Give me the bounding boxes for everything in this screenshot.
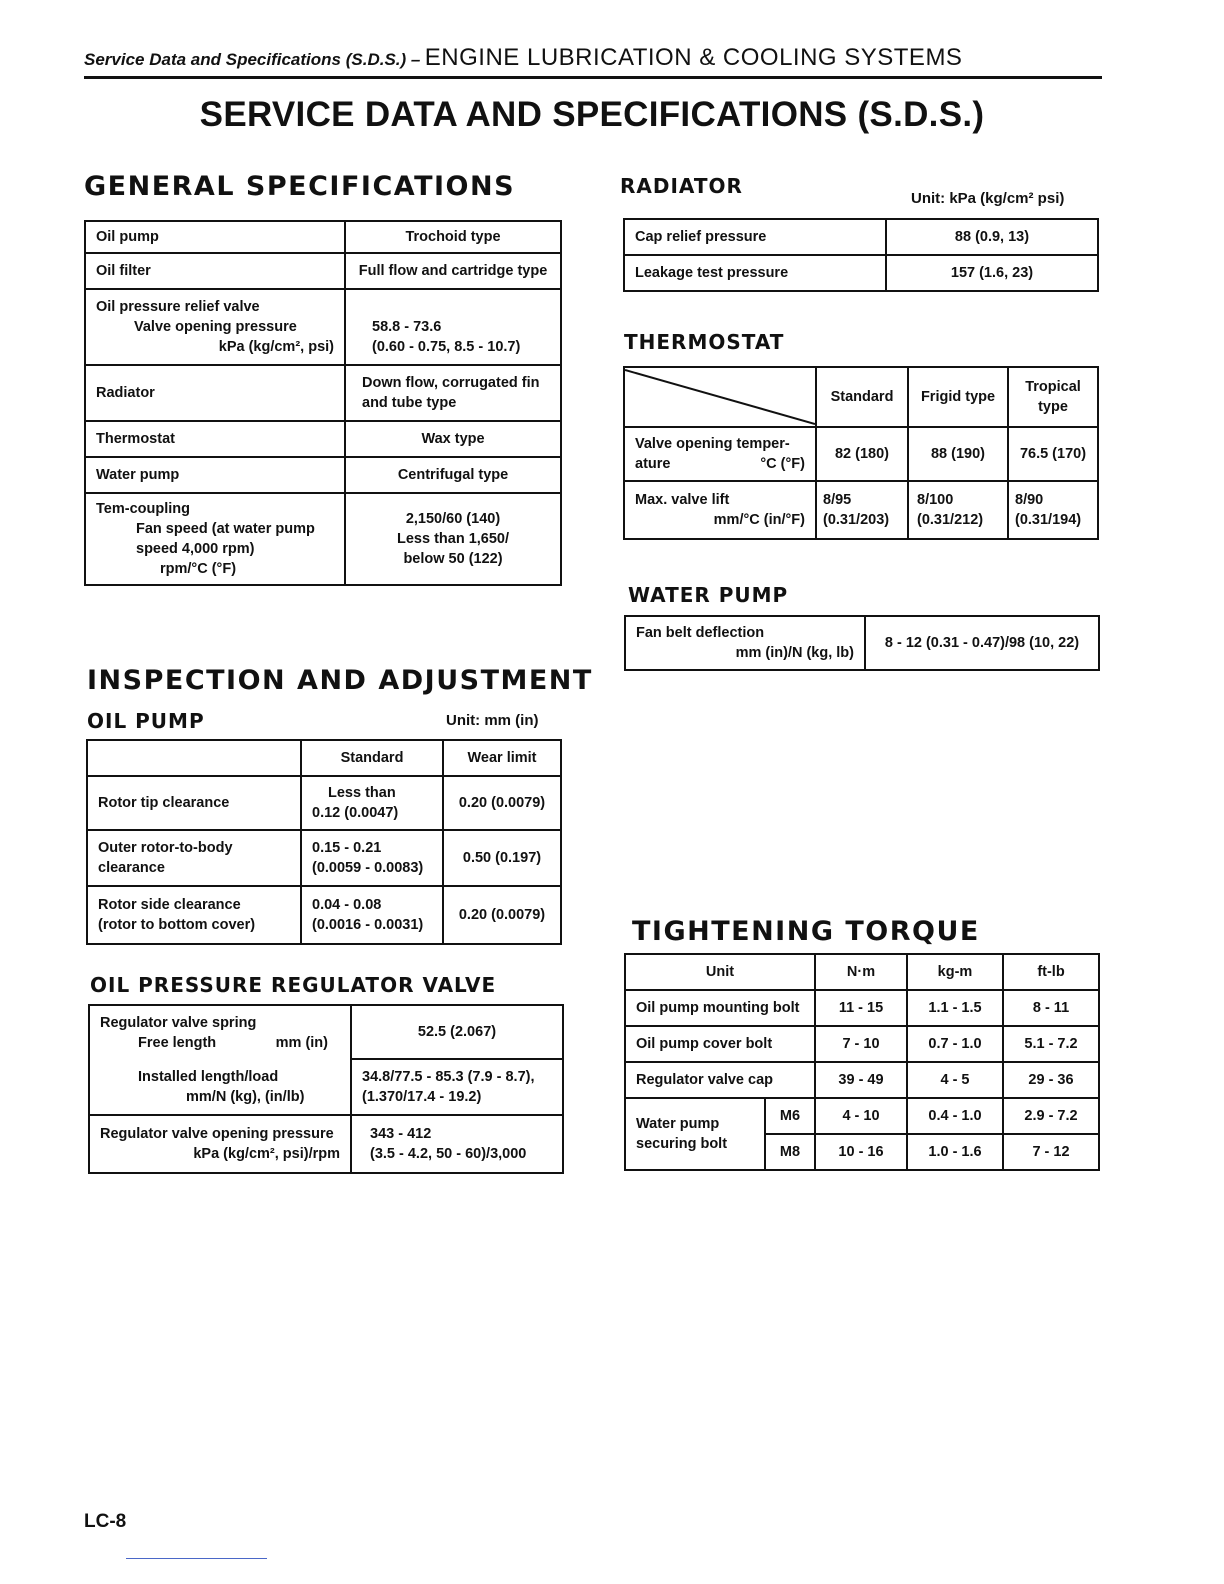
- general-specifications-heading: GENERAL SPECIFICATIONS: [84, 171, 516, 202]
- diagonal-line: [625, 368, 815, 426]
- table-row: Leakage test pressure 157 (1.6, 23): [624, 255, 1098, 291]
- header-rule: [84, 76, 1102, 79]
- running-header: [84, 44, 962, 72]
- table-row: Outer rotor-to-body clearance 0.15 - 0.21 (0.0059 - 0.0083) 0.50 (0.197): [87, 830, 561, 886]
- table-row: Standard Wear limit: [87, 740, 561, 776]
- tightening-torque-heading: TIGHTENING TORQUE: [632, 916, 980, 947]
- radiator-unit: Unit: kPa (kg/cm² psi): [911, 190, 1065, 207]
- header-section-name: Service Data and Specifications (S.D.S.) –: [84, 50, 421, 69]
- table-row: Radiator Down flow, corrugated fin and tube type: [85, 365, 561, 421]
- table-row: Regulator valve spring Free length mm (in) 52.5 (2.067): [89, 1005, 563, 1059]
- diagonal-corner-cell: [624, 367, 816, 427]
- inspection-heading: INSPECTION AND ADJUSTMENT: [87, 665, 593, 696]
- regulator-valve-table: [88, 1004, 564, 1174]
- footer-line: [126, 1558, 267, 1559]
- table-row: Regulator valve cap 39 - 49 4 - 5 29 - 36: [625, 1062, 1099, 1098]
- tightening-torque-table: [624, 953, 1100, 1171]
- table-row: Tem-coupling Fan speed (at water pump speed 4,000 rpm) rpm/°C (°F) 2,150/60 (140) Less than 1,650/ below 50 (122): [85, 493, 561, 585]
- table-row: Standard Frigid type Tropical type: [624, 367, 1098, 427]
- table-row: M8 10 - 16 1.0 - 1.6 7 - 12: [625, 1134, 1099, 1170]
- table-row: Oil filter Full flow and cartridge type: [85, 253, 561, 289]
- thermostat-table: [623, 366, 1099, 540]
- table-row: Rotor tip clearance Less than 0.12 (0.0047) 0.20 (0.0079): [87, 776, 561, 830]
- table-row: Valve opening temper- ature °C (°F) 82 (180) 88 (190) 76.5 (170): [624, 427, 1098, 481]
- general-specifications-table: [84, 220, 562, 586]
- table-row: Oil pump mounting bolt 11 - 15 1.1 - 1.5 8 - 11: [625, 990, 1099, 1026]
- oil-pump-heading: OIL PUMP: [87, 709, 205, 733]
- thermostat-heading: THERMOSTAT: [624, 330, 785, 354]
- header-chapter-title: ENGINE LUBRICATION & COOLING SYSTEMS: [424, 44, 963, 71]
- table-row: Oil pressure relief valve Valve opening pressure kPa (kg/cm², psi) 58.8 - 73.6 (0.60 - 0.75, 8.5 - 10.7): [85, 289, 561, 365]
- page-number: LC-8: [84, 1511, 127, 1532]
- table-row: Rotor side clearance (rotor to bottom cover) 0.04 - 0.08 (0.0016 - 0.0031) 0.20 (0.0079): [87, 886, 561, 944]
- page-title: SERVICE DATA AND SPECIFICATIONS (S.D.S.): [199, 95, 985, 134]
- regulator-valve-heading: OIL PRESSURE REGULATOR VALVE: [90, 973, 497, 997]
- water-pump-heading: WATER PUMP: [628, 583, 789, 607]
- table-row: Installed length/load mm/N (kg), (in/lb) 34.8/77.5 - 85.3 (7.9 - 8.7), (1.370/17.4 - 19.2): [89, 1059, 563, 1115]
- table-row: Water pump Centrifugal type: [85, 457, 561, 493]
- table-row: Cap relief pressure 88 (0.9, 13): [624, 219, 1098, 255]
- radiator-table: [623, 218, 1099, 292]
- table-row: Oil pump cover bolt 7 - 10 0.7 - 1.0 5.1 - 7.2: [625, 1026, 1099, 1062]
- table-row: Unit N·m kg-m ft-lb: [625, 954, 1099, 990]
- radiator-heading: RADIATOR: [620, 174, 743, 198]
- table-row: Max. valve lift mm/°C (in/°F) 8/95 (0.31/203) 8/100 (0.31/212) 8/90 (0.31/194): [624, 481, 1098, 539]
- table-row: Thermostat Wax type: [85, 421, 561, 457]
- water-pump-table: [624, 615, 1100, 671]
- table-row: Water pump securing bolt M6 4 - 10 0.4 - 1.0 2.9 - 7.2: [625, 1098, 1099, 1134]
- table-row: Regulator valve opening pressure kPa (kg/cm², psi)/rpm 343 - 412 (3.5 - 4.2, 50 - 60)/3,000: [89, 1115, 563, 1173]
- oil-pump-unit: Unit: mm (in): [446, 712, 539, 729]
- oil-pump-table: [86, 739, 562, 945]
- table-row: Fan belt deflection mm (in)/N (kg, lb) 8 - 12 (0.31 - 0.47)/98 (10, 22): [625, 616, 1099, 670]
- table-row: Oil pump Trochoid type: [85, 221, 561, 253]
